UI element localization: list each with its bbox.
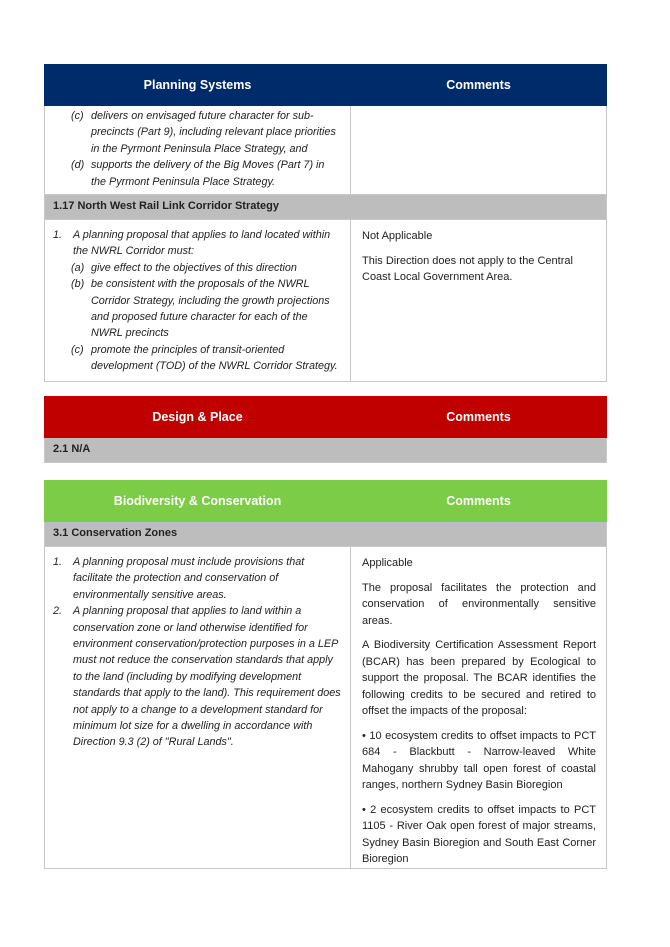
planning-continuation-cell [45, 106, 351, 195]
list-text: A planning proposal that applies to land within a conservation zone or land otherwise identified for environment conservation/protection purposes in a LEP must not reduce the conservation standards that apply to the land (including by modifying development standards that apply to the land). This requirement does not apply to a change to a development standard for minimum lot size for a dwelling in accordance with Direction 9.3 (2) of "Rural Lands". [73, 605, 341, 749]
conservation-row [45, 547, 607, 869]
planning-header-right: Comments [351, 65, 607, 106]
comment-paragraph: The proposal facilitates the protection and conservation of environmentally sensitive areas. [362, 581, 596, 627]
list-item [71, 342, 342, 375]
comment-bullet: • 10 ecosystem credits to offset impacts to PCT 684 - Blackbutt - Narrow-leaved White Mahogany shrubby tall open forest of coastal ranges, northern Sydney Basin Bioregion [362, 729, 596, 791]
list-item [71, 157, 342, 190]
nwrl-requirements-cell [45, 220, 351, 382]
list-text: delivers on envisaged future character for sub-precincts (Part 9), including relevant place priorities in the Pyrmont Peninsula Place Strategy, and [91, 110, 336, 155]
comment-text: This Direction does not apply to the Central Coast Local Government Area. [362, 254, 573, 284]
bio-header-row [45, 481, 607, 522]
planning-header-left: Planning Systems [45, 65, 351, 106]
list-marker: (b) [71, 278, 85, 291]
list-text: A planning proposal must include provisions that facilitate the protection and conservation of environmentally sensitive areas. [73, 556, 305, 601]
conservation-comment-cell [351, 547, 607, 869]
section-row-1-17 [45, 195, 607, 220]
list-text: supports the delivery of the Big Moves (Part 7) in the Pyrmont Peninsula Place Strategy. [91, 159, 325, 188]
list-text: A planning proposal that applies to land located within the NWRL Corridor must: [73, 229, 331, 258]
comment-bullet: • 2 ecosystem credits to offset impacts to PCT 1105 - River Oak open forest of major streams, Sydney Basin Bioregion and South East Corner Bioregion [362, 803, 596, 865]
comment-status: Not Applicable [362, 230, 433, 243]
list-marker: 1. [53, 556, 63, 568]
list-marker: (c) [71, 110, 84, 122]
list-item [53, 554, 342, 603]
planning-header-row [45, 65, 607, 106]
section-row-2-1 [45, 438, 607, 463]
list-item [71, 108, 342, 157]
list-marker: 2. [53, 605, 63, 618]
nwrl-row [45, 220, 607, 382]
list-item [53, 227, 342, 260]
list-marker: (c) [71, 343, 84, 356]
planning-continuation-comment [351, 106, 607, 195]
list-marker: (a) [71, 261, 85, 274]
planning-systems-table [44, 64, 607, 382]
list-item [71, 276, 342, 342]
planning-continuation-row [45, 106, 607, 195]
list-text: be consistent with the proposals of the NWRL Corridor Strategy, including the growth projections and proposed future character for each of the NWRL precincts [91, 278, 330, 340]
list-text: give effect to the objectives of this direction [91, 261, 297, 274]
list-item [53, 603, 342, 751]
bio-header-left: Biodiversity & Conservation [45, 481, 351, 522]
comment-paragraph: A Biodiversity Certification Assessment Report (BCAR) has been prepared by Ecological to support the proposal. The BCAR identifies the following credits to be secured and retired to offset the impacts of the proposal: [362, 639, 596, 717]
list-marker: 1. [53, 229, 63, 242]
conservation-requirements-cell [45, 547, 351, 869]
list-text: promote the principles of transit-oriented development (TOD) of the NWRL Corridor Strategy. [91, 343, 338, 373]
section-title: 1.17 North West Rail Link Corridor Strategy [45, 195, 607, 220]
design-header-row [45, 397, 607, 438]
comment-status: Applicable [362, 557, 413, 569]
bio-header-right: Comments [351, 481, 607, 522]
design-header-left: Design & Place [45, 397, 351, 438]
section-row-3-1 [45, 522, 607, 547]
section-title: 2.1 N/A [45, 438, 607, 463]
design-place-table [44, 396, 607, 463]
biodiversity-table [44, 480, 607, 869]
list-marker: (d) [71, 159, 85, 172]
list-item [71, 260, 342, 276]
section-title: 3.1 Conservation Zones [45, 522, 607, 547]
nwrl-comment-cell [351, 220, 607, 382]
design-header-right: Comments [351, 397, 607, 438]
